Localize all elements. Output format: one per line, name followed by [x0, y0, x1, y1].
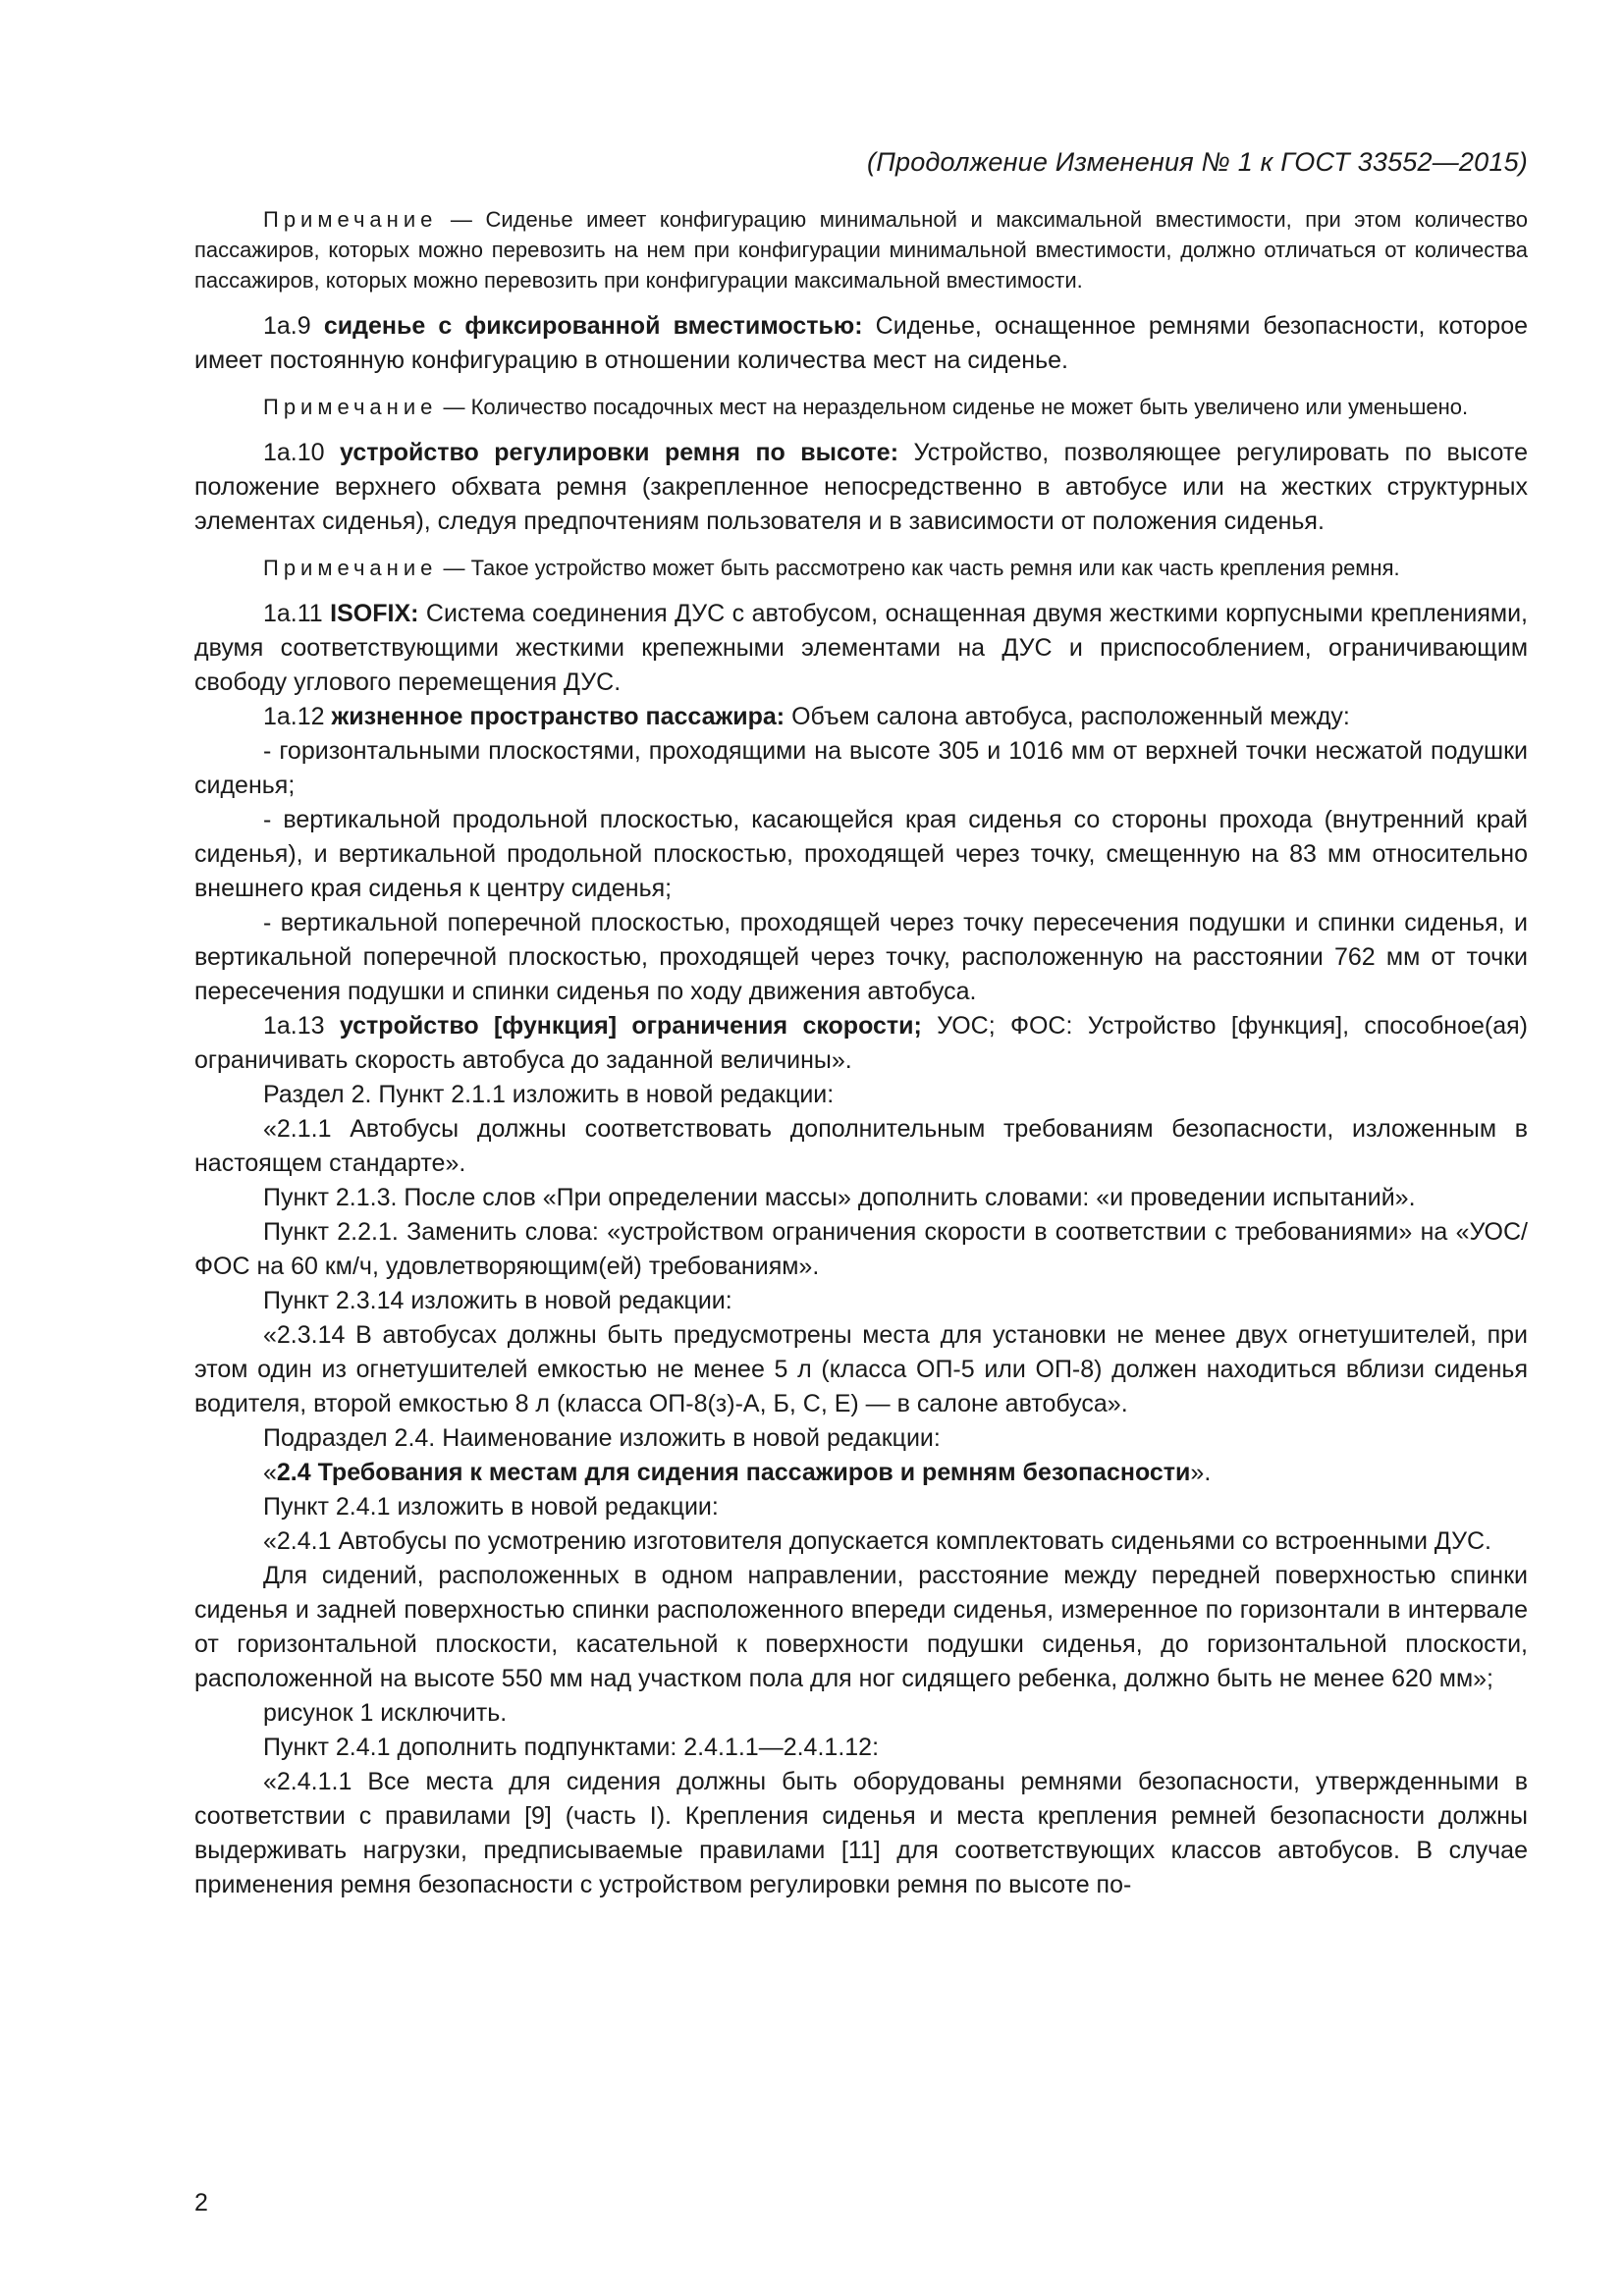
note-1 [194, 204, 1528, 295]
clause-text: Система соединения ДУС с автобусом, оснащенная двумя жесткими корпусными креплениями, двумя соответствующими жесткими крепежными элементами на ДУС и приспособлением, ограничивающим свободу углового перемещения ДУС. [194, 600, 1528, 696]
note-text: — Количество посадочных мест на нераздельном сиденье не может быть увеличено или уменьшено. [437, 395, 1469, 419]
list-item: - горизонтальными плоскостями, проходящими на высоте 305 и 1016 мм от верхней точки несжатой подушки сиденья; [194, 737, 1528, 799]
note-label: Примечание [263, 395, 438, 419]
clause-number: 1а.9 [263, 312, 324, 340]
paragraph: «2.4.1 Автобусы по усмотрению изготовителя допускается комплектовать сиденьями со встроенными ДУС. [263, 1527, 1491, 1555]
section-title: 2.4 Требования к местам для сидения пассажиров и ремням безопасности [276, 1459, 1191, 1486]
clause-1a10 [194, 436, 1528, 539]
page-number: 2 [194, 2189, 208, 2216]
note-text: — Такое устройство может быть рассмотрено как часть ремня или как часть крепления ремня. [437, 556, 1400, 580]
clause-term: жизненное пространство пассажира: [331, 703, 785, 730]
list-item: - вертикальной продольной плоскостью, касающейся края сиденья со стороны прохода (внутренний край сиденья), и вертикальной продольной плоскостью, проходящей через точку, смещенную на 83 мм относительно внешнего края сиденья к центру сиденья; [194, 806, 1528, 902]
paragraph: Пункт 2.4.1 дополнить подпунктами: 2.4.1.1—2.4.1.12: [263, 1734, 880, 1761]
note-text: — Сиденье имеет конфигурацию минимальной и максимальной вместимости, при этом количество пассажиров, которых можно перевозить на нем при конфигурации минимальной вместимости, должно отличаться от количества пассажиров, которых можно перевозить при конфигурации максимальной вместимости. [194, 207, 1528, 293]
clause-text: Сиденье, оснащенное ремнями безопасности, которое имеет постоянную конфигурацию в отношении количества мест на сиденье. [194, 312, 1528, 374]
section-title-paragraph [194, 1456, 1528, 1490]
clause-term: устройство [функция] ограничения скорости; [339, 1012, 922, 1040]
clause-text: УОС; ФОС: Устройство [функция], способное(ая) ограничивать скорость автобуса до заданной величины». [194, 1012, 1528, 1074]
paragraph: рисунок 1 исключить. [263, 1699, 508, 1727]
quote-close: ». [1190, 1459, 1212, 1486]
paragraph: «2.4.1.1 Все места для сидения должны быть оборудованы ремнями безопасности, утвержденными в соответствии с правилами [9] (часть I). Крепления сиденья и места крепления ремней безопасности должны выдерживать нагрузки, предписываемые правилами [11] для соответствующих классов автобусов. В случае применения ремня безопасности с устройством регулировки ремня по высоте по- [194, 1768, 1528, 1898]
clause-1a9 [194, 309, 1528, 378]
clause-number: 1а.10 [263, 439, 341, 466]
note-label: Примечание [263, 207, 438, 232]
clause-term: устройство регулировки ремня по высоте: [340, 439, 899, 466]
clause-number: 1а.13 [263, 1012, 340, 1040]
clause-term: ISOFIX: [330, 600, 419, 627]
note-3 [194, 553, 1528, 583]
clause-text: Устройство, позволяющее регулировать по высоте положение верхнего обхвата ремня (закрепленное непосредственно в автобусе или на жестких структурных элементах сиденья), следуя предпочтениям пользователя и в зависимости от положения сиденья. [194, 439, 1528, 535]
paragraph: Пункт 2.3.14 изложить в новой редакции: [263, 1287, 732, 1314]
document-body [194, 204, 1528, 1902]
paragraph: Пункт 2.1.3. После слов «При определении массы» дополнить словами: «и проведении испытаний». [263, 1184, 1416, 1211]
clause-term: сиденье с фиксированной вместимостью: [323, 312, 863, 340]
note-2 [194, 392, 1528, 422]
paragraph: Пункт 2.2.1. Заменить слова: «устройством ограничения скорости в соответствии с требованиями» на «УОС/ФОС на 60 км/ч, удовлетворяющим(ей) требованиям». [194, 1218, 1528, 1280]
paragraph: Для сидений, расположенных в одном направлении, расстояние между передней поверхностью спинки сиденья и задней поверхностью спинки расположенного впереди сиденья, измеренное по горизонтали в интервале от горизонтальной плоскости, касательной к поверхности подушки сиденья, до горизонтальной плоскости, расположенной на высоте 550 мм над участком пола для ног сидящего ребенка, должно быть не менее 620 мм»; [194, 1562, 1528, 1692]
paragraph: Подраздел 2.4. Наименование изложить в новой редакции: [263, 1424, 941, 1452]
paragraph: «2.1.1 Автобусы должны соответствовать дополнительным требованиям безопасности, изложенным в настоящем стандарте». [194, 1115, 1528, 1177]
paragraph: «2.3.14 В автобусах должны быть предусмотрены места для установки не менее двух огнетушителей, при этом один из огнетушителей емкостью не менее 5 л (класса ОП-5 или ОП-8) должен находиться вблизи сиденья водителя, второй емкостью 8 л (класса ОП-8(з)-А, Б, С, Е) — в салоне автобуса». [194, 1321, 1528, 1417]
paragraph: Раздел 2. Пункт 2.1.1 изложить в новой редакции: [263, 1081, 835, 1108]
clause-number: 1а.11 [263, 600, 331, 627]
note-label: Примечание [263, 556, 438, 580]
paragraph: Пункт 2.4.1 изложить в новой редакции: [263, 1493, 719, 1521]
clause-1a11 [194, 597, 1528, 700]
clause-1a12 [194, 700, 1528, 734]
page-header: (Продолжение Изменения № 1 к ГОСТ 33552—2015) [867, 147, 1528, 177]
list-item: - вертикальной поперечной плоскостью, проходящей через точку пересечения подушки и спинки сиденья, и вертикальной поперечной плоскостью, проходящей через точку, расположенную на расстоянии 762 мм от точки пересечения подушки и спинки сиденья по ходу движения автобуса. [194, 909, 1528, 1005]
clause-number: 1а.12 [263, 703, 332, 730]
quote-open: « [263, 1459, 277, 1486]
clause-text: Объем салона автобуса, расположенный между: [785, 703, 1350, 730]
clause-1a13 [194, 1009, 1528, 1078]
